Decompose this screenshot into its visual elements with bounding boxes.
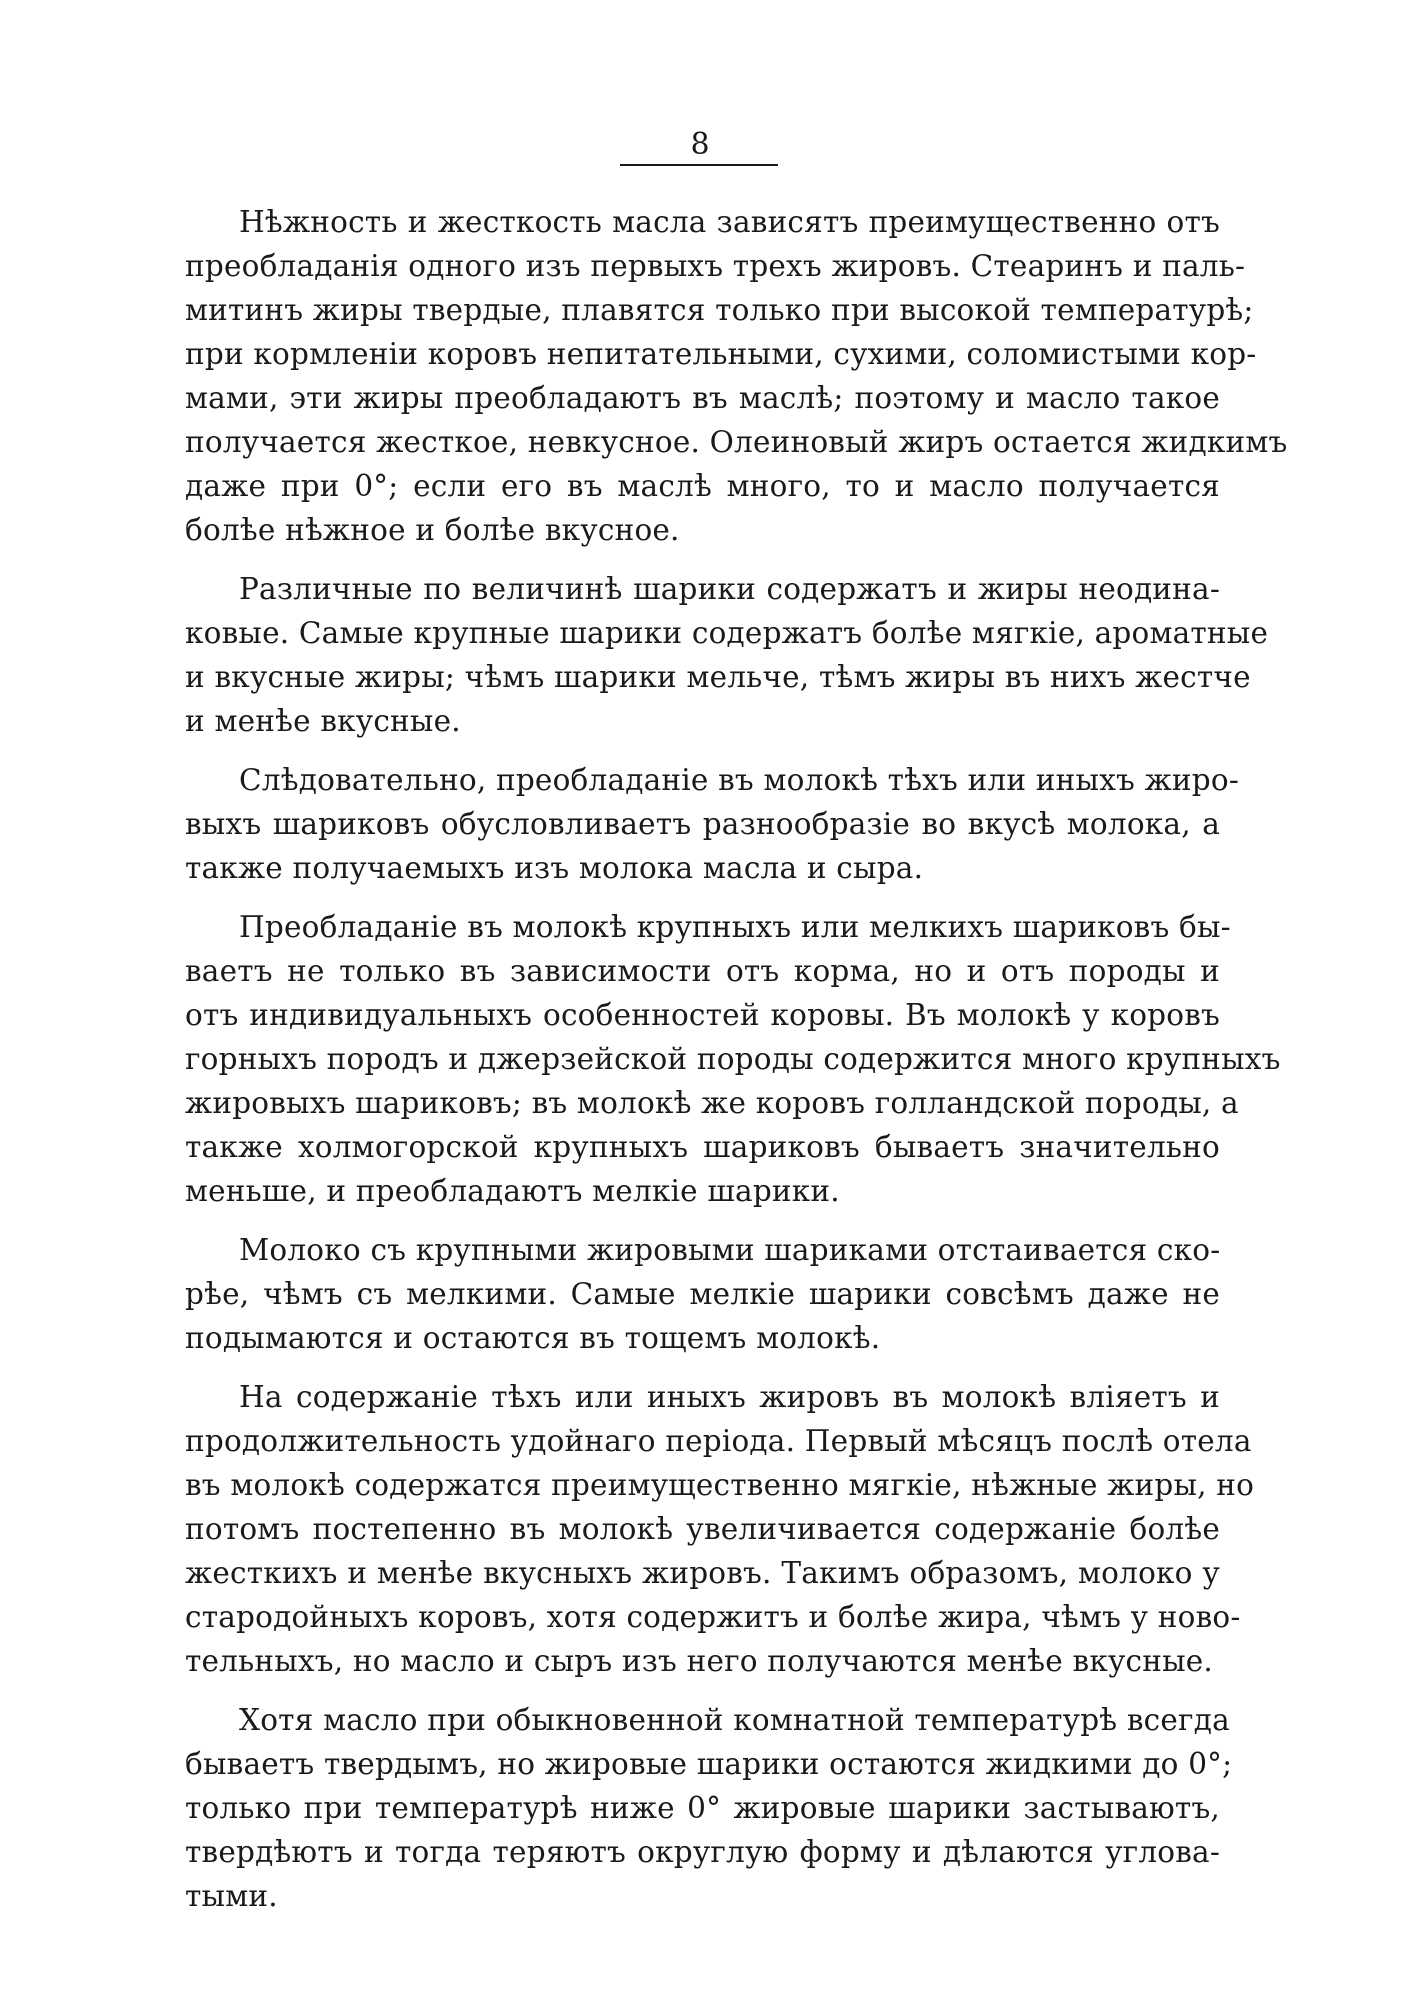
- text-line: тельныхъ, но масло и сыръ изъ него получаются менѣе вкусные.: [185, 1644, 1214, 1678]
- text-line: ваетъ не только въ зависимости отъ корма, но и отъ породы и: [185, 954, 1220, 988]
- text-line: На содержаніе тѣхъ или иныхъ жировъ въ молокѣ вліяетъ и: [239, 1380, 1220, 1414]
- text-line: преобладанія одного изъ первыхъ трехъ жировъ. Стеаринъ и паль-: [185, 249, 1246, 283]
- text-line: и вкусные жиры; чѣмъ шарики мельче, тѣмъ жиры въ нихъ жестче: [185, 660, 1251, 694]
- text-line: и менѣе вкусные.: [185, 704, 461, 738]
- text-line: потомъ постепенно въ молокѣ увеличивается содержаніе болѣе: [185, 1512, 1220, 1546]
- text-line: Слѣдовательно, преобладаніе въ молокѣ тѣхъ или иныхъ жиро-: [239, 763, 1240, 797]
- text-line: рѣе, чѣмъ съ мелкими. Самые мелкіе шарики совсѣмъ даже не: [185, 1277, 1220, 1311]
- text-line: Молоко съ крупными жировыми шариками отстаивается ско-: [239, 1233, 1221, 1267]
- paragraph: [185, 200, 1288, 552]
- text-line: также холмогорской крупныхъ шариковъ бываетъ значительно: [185, 1130, 1220, 1164]
- body-text: [185, 200, 1288, 1933]
- text-line: при кормленіи коровъ непитательными, сухими, соломистыми кор-: [185, 337, 1257, 371]
- paragraph: [185, 758, 1240, 890]
- text-line: Различные по величинѣ шарики содержатъ и жиры неодина-: [239, 572, 1220, 606]
- text-line: Хотя масло при обыкновенной комнатной температурѣ всегда: [239, 1703, 1230, 1737]
- text-line: также получаемыхъ изъ молока масла и сыра.: [185, 851, 924, 885]
- paragraph: [185, 1228, 1220, 1360]
- text-line: твердѣютъ и тогда теряютъ округлую форму и дѣлаются углова-: [185, 1835, 1220, 1869]
- text-line: жесткихъ и менѣе вкусныхъ жировъ. Такимъ образомъ, молоко у: [185, 1556, 1220, 1590]
- text-line: мами, эти жиры преобладаютъ въ маслѣ; поэтому и масло такое: [185, 381, 1220, 415]
- text-line: Преобладаніе въ молокѣ крупныхъ или мелкихъ шариковъ бы-: [239, 910, 1231, 944]
- text-line: получается жесткое, невкусное. Олеиновый жиръ остается жидкимъ: [185, 425, 1288, 459]
- text-line: меньше, и преобладаютъ мелкіе шарики.: [185, 1174, 840, 1208]
- page-number: 8: [690, 127, 710, 162]
- paragraph: [185, 1375, 1255, 1683]
- paragraph: [185, 1698, 1233, 1918]
- text-line: болѣе нѣжное и болѣе вкусное.: [185, 513, 680, 547]
- text-line: ковые. Самые крупные шарики содержатъ болѣе мягкіе, ароматные: [185, 616, 1269, 650]
- text-line: тыми.: [185, 1879, 278, 1913]
- page-number-rule: [620, 164, 778, 166]
- text-line: продолжительность удойнаго періода. Первый мѣсяцъ послѣ отела: [185, 1424, 1252, 1458]
- text-line: жировыхъ шариковъ; въ молокѣ же коровъ голландской породы, а: [185, 1086, 1239, 1120]
- text-line: подымаются и остаются въ тощемъ молокѣ.: [185, 1321, 881, 1355]
- text-line: даже при 0°; если его въ маслѣ много, то и масло получается: [185, 469, 1220, 503]
- text-line: въ молокѣ содержатся преимущественно мягкіе, нѣжные жиры, но: [185, 1468, 1255, 1502]
- text-line: горныхъ породъ и джерзейской породы содержится много крупныхъ: [185, 1042, 1281, 1076]
- text-line: митинъ жиры твердые, плавятся только при высокой температурѣ;: [185, 293, 1254, 327]
- paragraph: [185, 567, 1269, 743]
- paragraph: [185, 905, 1281, 1213]
- text-line: Нѣжность и жесткость масла зависятъ преимущественно отъ: [239, 205, 1220, 239]
- text-line: выхъ шариковъ обусловливаетъ разнообразіе во вкусѣ молока, а: [185, 807, 1220, 841]
- text-line: отъ индивидуальныхъ особенностей коровы. Въ молокѣ у коровъ: [185, 998, 1220, 1032]
- text-line: только при температурѣ ниже 0° жировые шарики застываютъ,: [185, 1791, 1220, 1825]
- text-line: стародойныхъ коровъ, хотя содержитъ и болѣе жира, чѣмъ у ново-: [185, 1600, 1241, 1634]
- text-line: бываетъ твердымъ, но жировые шарики остаются жидкими до 0°;: [185, 1747, 1233, 1781]
